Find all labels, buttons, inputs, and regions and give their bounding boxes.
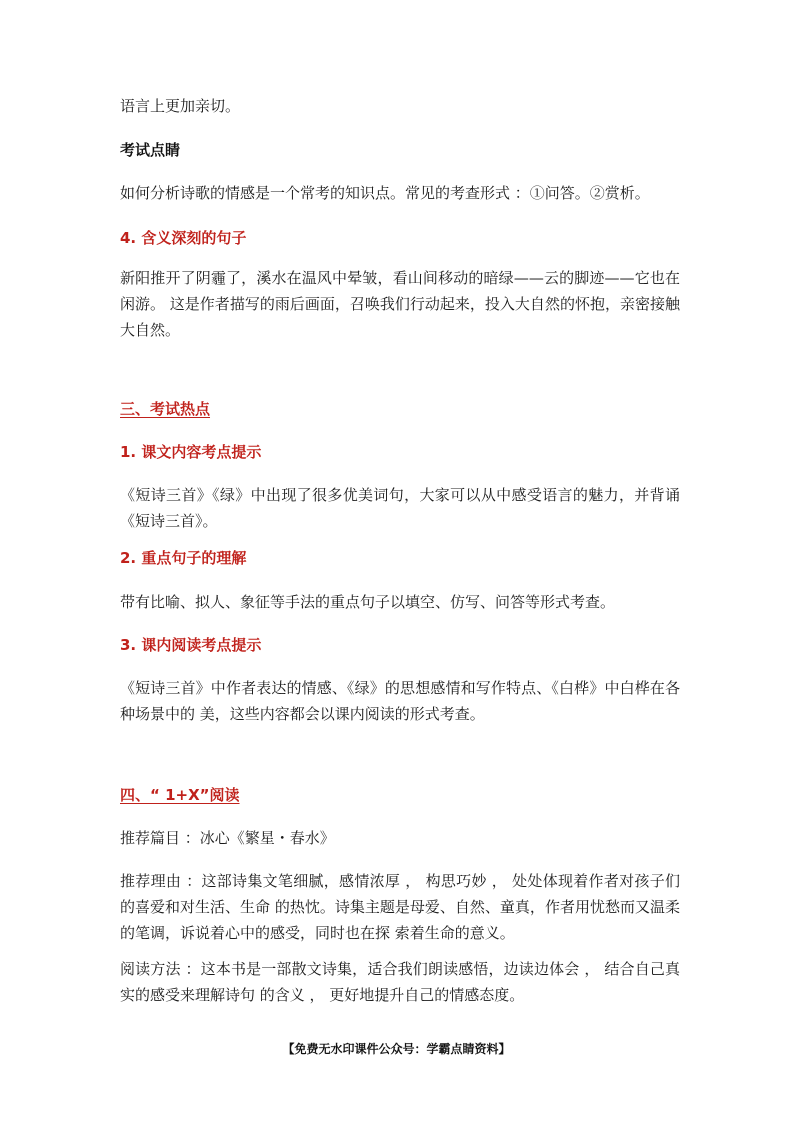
footer-note: 【免费无水印课件公众号：学霸点睛资料】 xyxy=(282,1042,511,1056)
heading-exam-focus: 考试点睛 xyxy=(120,141,181,159)
section-heading-1x-reading: 四、“ 1+X”阅读 xyxy=(120,786,240,804)
subheading-in-class-reading: 3. 课内阅读考点提示 xyxy=(120,636,262,654)
paragraph-in-class-reading: 《短诗三首》中作者表达的情感、《绿》的思想感情和写作特点、《白桦》中白桦在各种场景中的 美，这些内容都会以课内阅读的形式考查。 xyxy=(120,679,680,723)
paragraph-recommended-reason: 推荐理由 ：这部诗集文笔细腻，感情浓厚 ， 构思巧妙 ， 处处体现着作者对孩子们的喜爱和对生活、生命 的热忱。诗集主题是母爱、自然、童真，作者用忧愁而又温柔的笔调，诉说着心中的感受，同时也在探 索着生命的意义。 xyxy=(120,872,680,942)
paragraph-text-content-tips: 《短诗三首》《绿》中出现了很多优美词句，大家可以从中感受语言的魅力，并背诵《短诗三首》。 xyxy=(120,486,680,530)
paragraph-deep-sentences: 新阳推开了阴霾了，溪水在温风中晕皱，看山间移动的暗绿——云的脚迹——它也在闲游。 这是作者描写的雨后画面，召唤我们行动起来，投入大自然的怀抱，亲密接触大自然。 xyxy=(120,269,680,339)
section-heading-exam-hotspots: 三、考试热点 xyxy=(120,400,211,418)
paragraph-reading-method: 阅读方法 ：这本书是一部散文诗集，适合我们朗读感悟，边读边体会 ， 结合自己真实的感受来理解诗句 的含义 ， 更好地提升自己的情感态度。 xyxy=(120,960,680,1004)
paragraph-intro-tail: 语言上更加亲切。 xyxy=(120,97,241,115)
subheading-deep-sentences: 4. 含义深刻的句子 xyxy=(120,229,247,247)
subheading-text-content-tips: 1. 课文内容考点提示 xyxy=(120,443,262,461)
paragraph-exam-focus: 如何分析诗歌的情感是一个常考的知识点。常见的考查形式 ：①问答。②赏析。 xyxy=(120,184,650,202)
paragraph-recommended-title: 推荐篇目 ：冰心《繁星・春水》 xyxy=(120,829,335,847)
paragraph-key-sentences: 带有比喻、拟人、象征等手法的重点句子以填空、仿写、问答等形式考查。 xyxy=(120,593,616,611)
subheading-key-sentences: 2. 重点句子的理解 xyxy=(120,549,247,567)
